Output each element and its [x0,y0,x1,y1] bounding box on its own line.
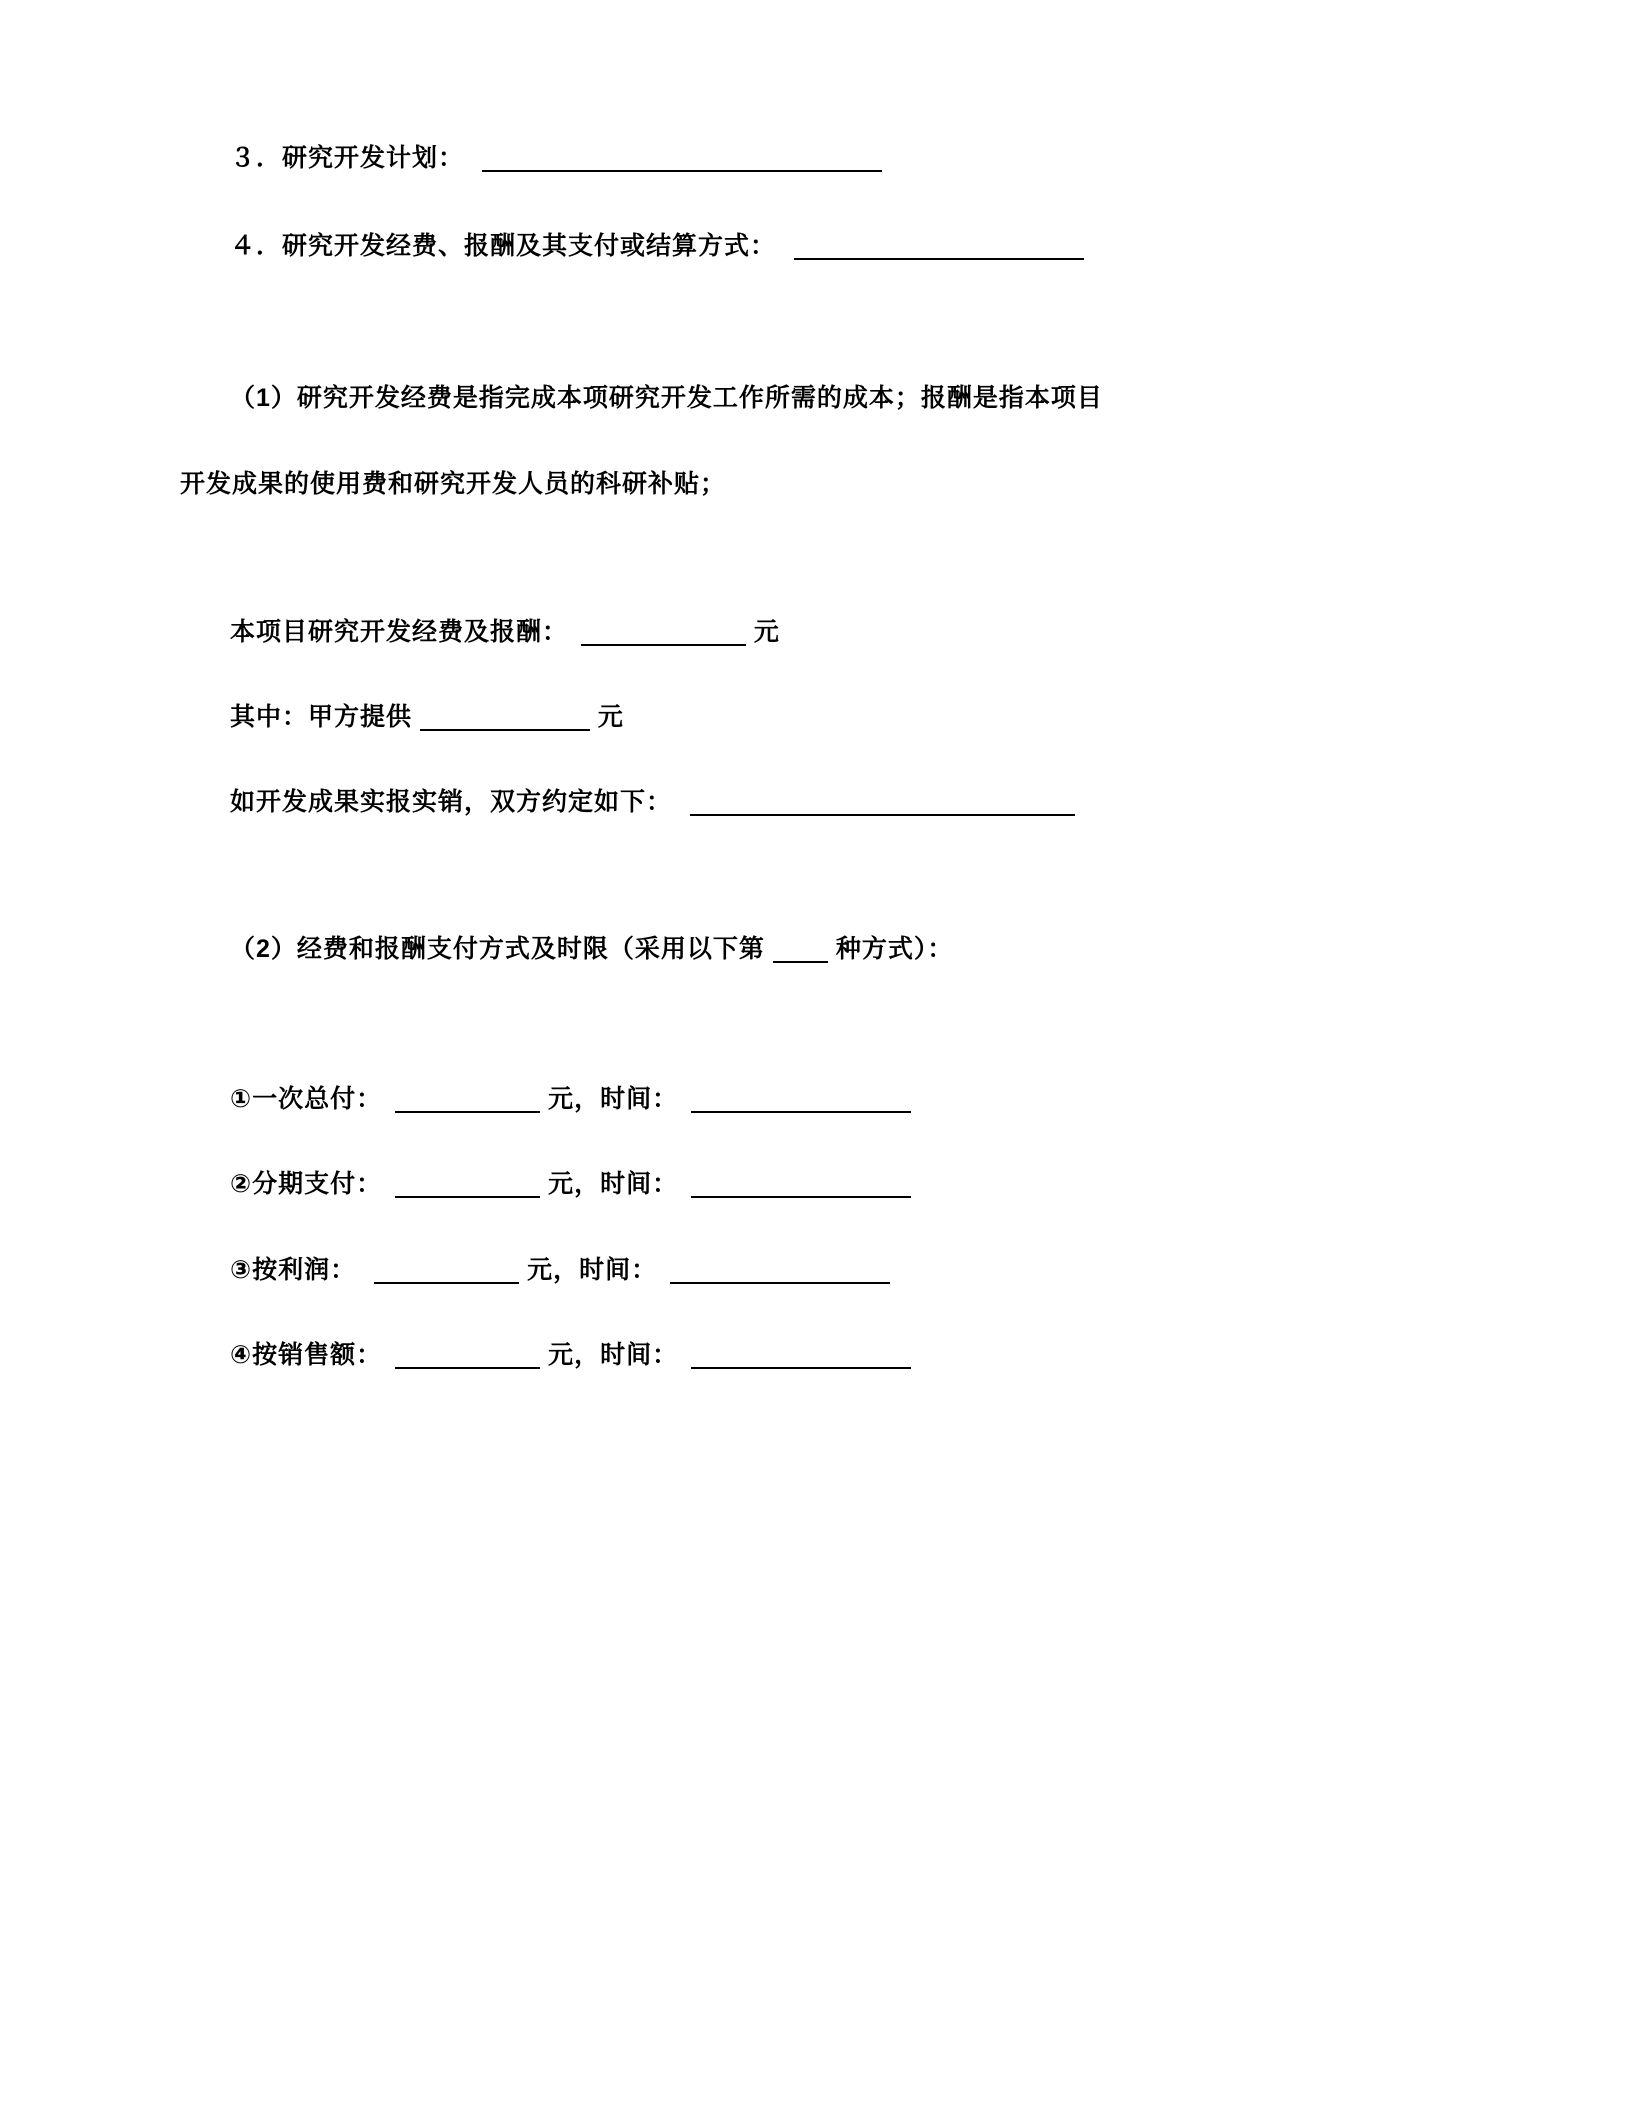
funds-partyA-label: 其中：甲方提供 [230,703,413,731]
option-3-mid: 元，时间： [527,1256,658,1284]
item-4-funds-payment [230,226,1084,266]
funds-partyA-row [230,697,624,737]
reimburse-row [230,782,1075,822]
blank-reimburse-agreement [690,786,1075,816]
option-4-by-sales [230,1335,911,1375]
item-3-label: ３．研究开发计划： [230,144,465,172]
paragraph-1-line-2-text: 开发成果的使用费和研究开发人员的科研补贴； [180,470,727,498]
option-2-label: ②分期支付： [230,1170,383,1198]
paragraph-1-line-1 [230,378,1103,418]
paragraph-1-line-2 [180,464,726,504]
blank-research-plan [482,142,882,172]
item-4-label: ４．研究开发经费、报酬及其支付或结算方式： [230,232,777,260]
option-2-installments [230,1164,911,1204]
item-3-research-plan [230,138,882,178]
blank-option-3-amount [374,1254,519,1284]
payment-method-row [230,929,953,969]
payment-method-prefix: （2）经费和报酬支付方式及时限（采用以下第 [230,935,765,963]
option-1-label: ①一次总付： [230,1085,383,1113]
paragraph-1-line-1-text: （1）研究开发经费是指完成本项研究开发工作所需的成本；报酬是指本项目 [230,384,1103,412]
blank-option-2-amount [395,1168,540,1198]
funds-total-label: 本项目研究开发经费及报酬： [230,618,569,646]
blank-funds-payment-method [794,230,1084,260]
option-4-label: ④按销售额： [230,1341,383,1369]
funds-total-row [230,612,780,652]
option-4-mid: 元，时间： [548,1341,679,1369]
funds-total-unit: 元 [753,618,780,646]
option-1-lump-sum [230,1079,911,1119]
blank-option-3-time [670,1254,890,1284]
blank-option-4-amount [395,1339,540,1369]
blank-option-1-amount [395,1083,540,1113]
blank-option-1-time [691,1083,911,1113]
blank-funds-partyA-amount [420,701,590,731]
blank-option-2-time [691,1168,911,1198]
blank-option-4-time [691,1339,911,1369]
option-1-mid: 元，时间： [548,1085,679,1113]
reimburse-label: 如开发成果实报实销，双方约定如下： [230,788,673,816]
funds-partyA-unit: 元 [597,703,624,731]
blank-payment-method-number [773,933,828,963]
option-3-by-profit [230,1250,890,1290]
option-2-mid: 元，时间： [548,1170,679,1198]
payment-method-suffix: 种方式）： [835,935,954,963]
blank-funds-total-amount [581,616,746,646]
option-3-label: ③按利润： [230,1256,357,1284]
